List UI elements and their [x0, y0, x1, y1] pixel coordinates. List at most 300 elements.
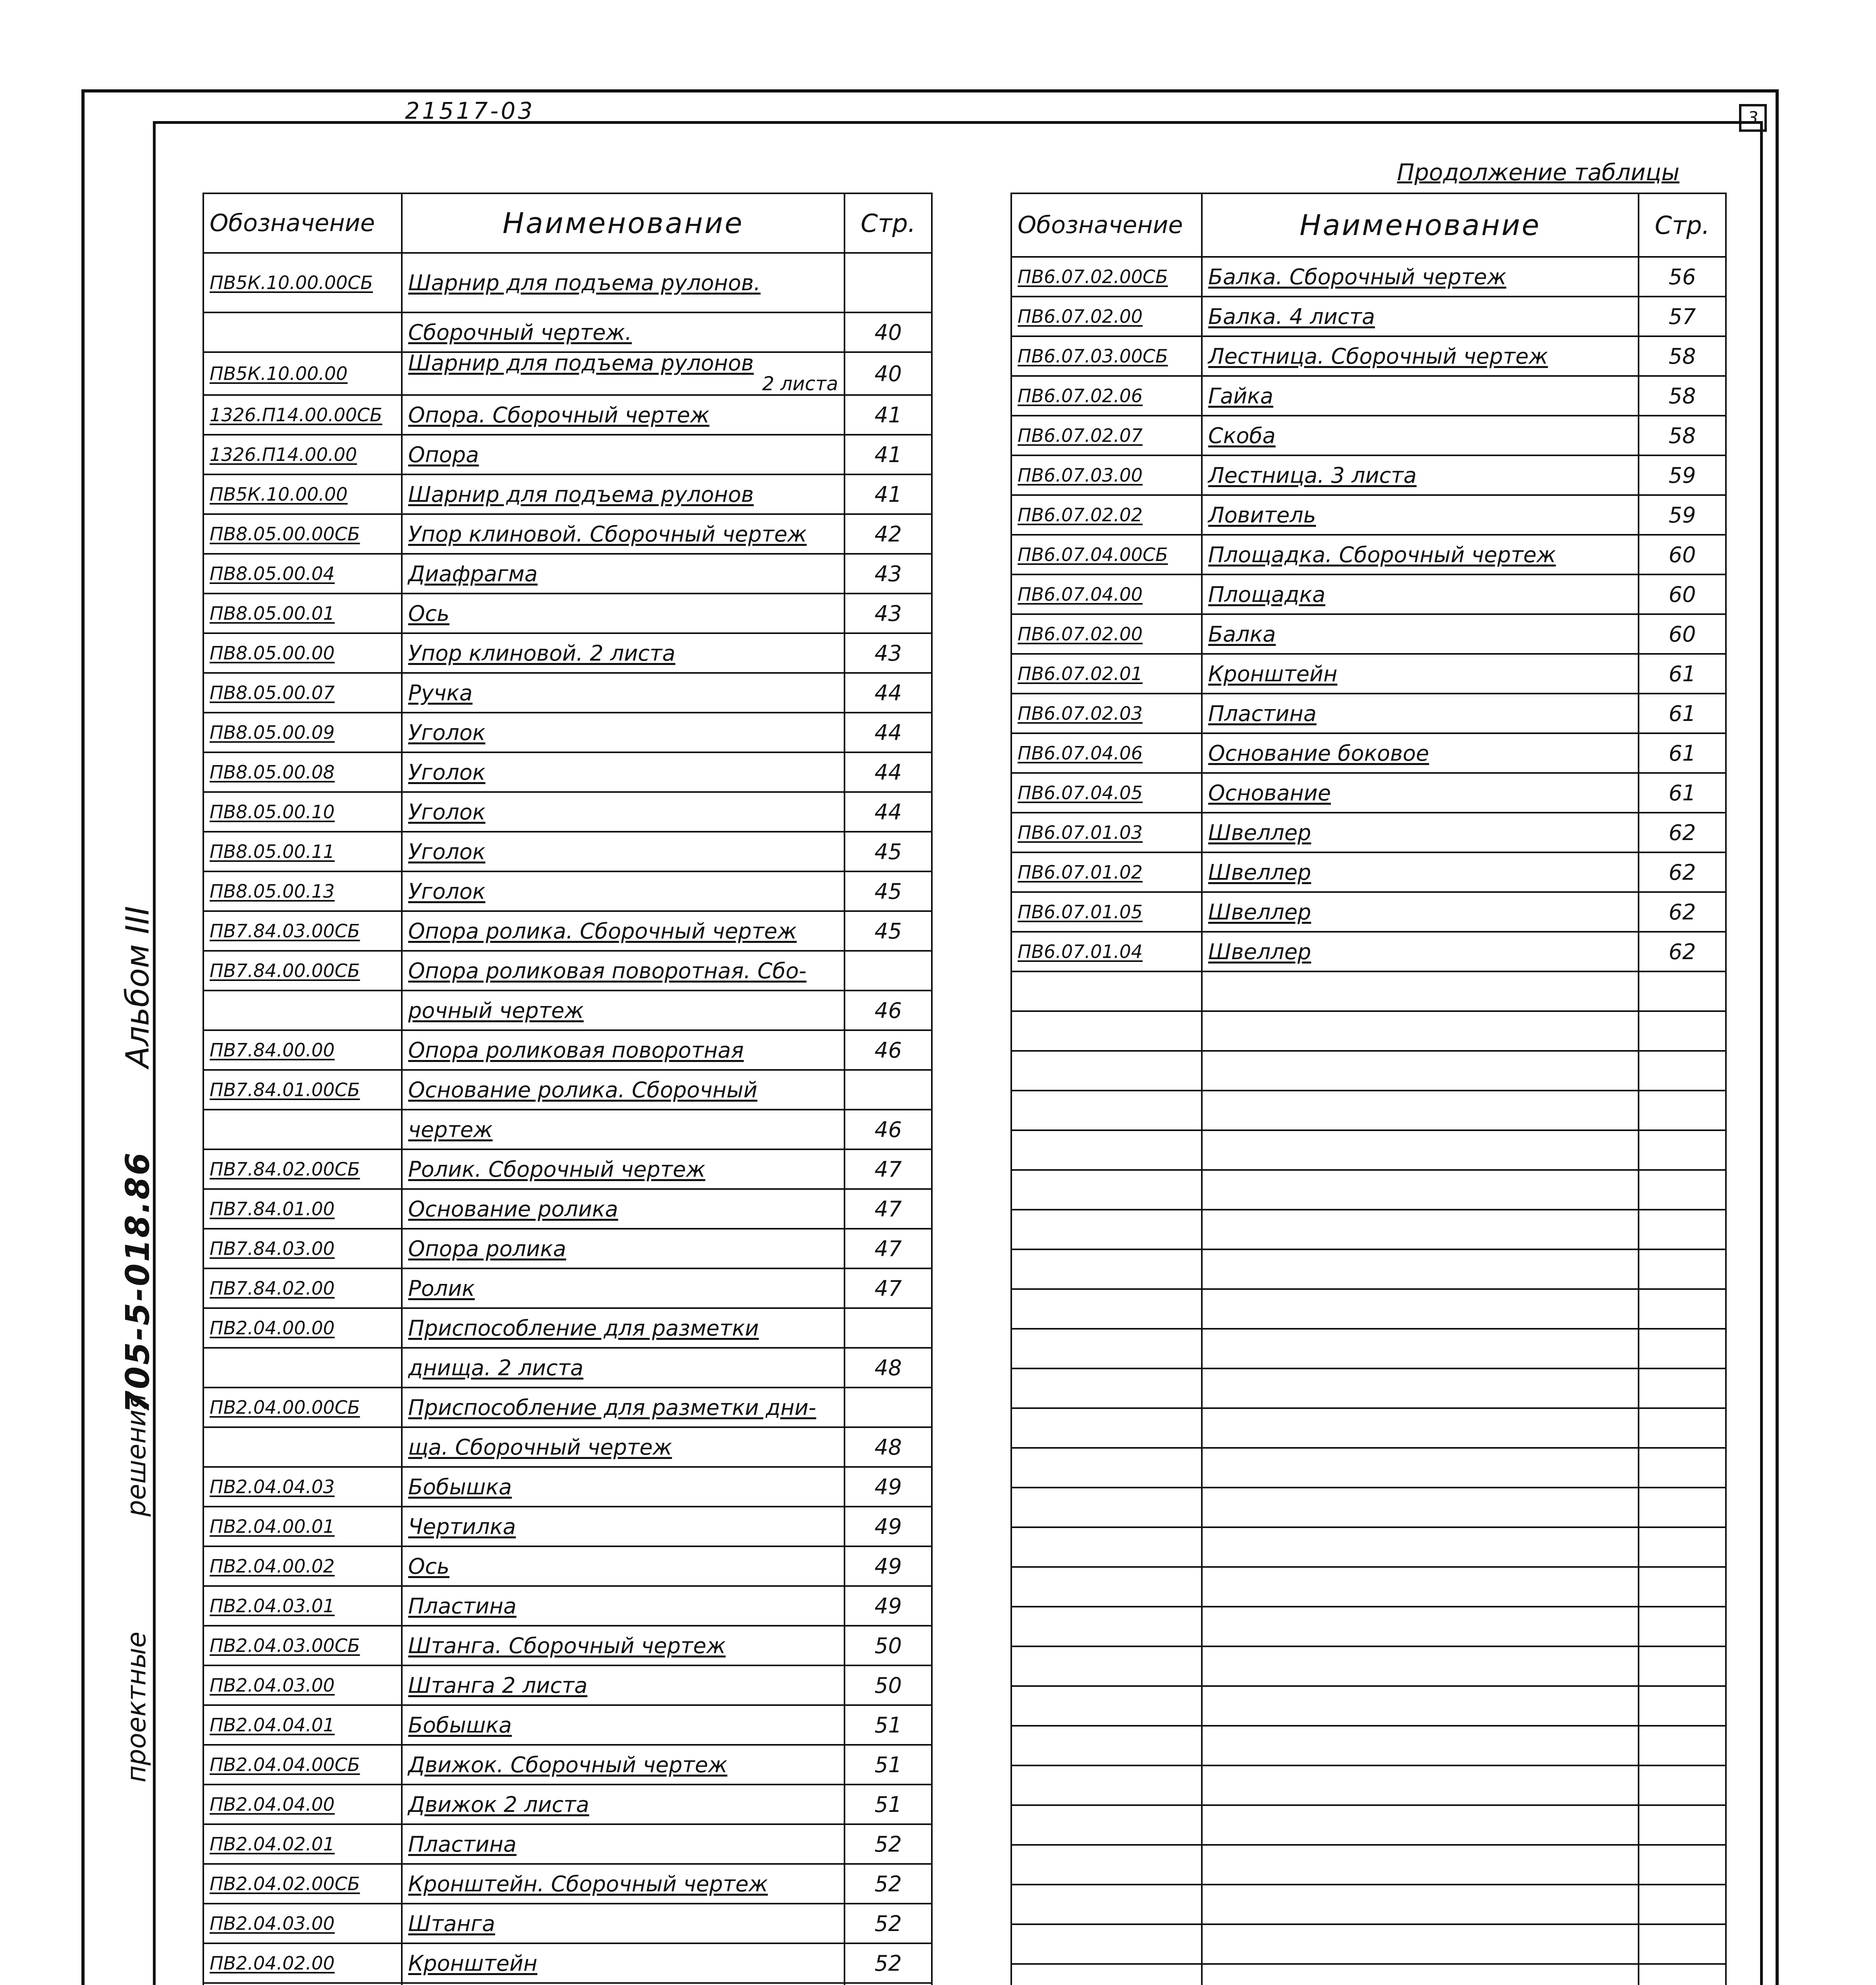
table-row-empty [1011, 1726, 1726, 1765]
name-text: Опора [408, 442, 479, 467]
name-text: Движок 2 листа [408, 1792, 589, 1817]
page-text: 44 [874, 680, 902, 705]
cell-page [1639, 1091, 1726, 1130]
cell-page [1639, 1845, 1726, 1885]
cell-page [1639, 455, 1726, 495]
cell-page [844, 1070, 932, 1110]
name-text: Уголок [408, 879, 486, 904]
cell-name [402, 554, 844, 594]
name-text: Ролик. Сборочный чертеж [408, 1156, 706, 1182]
cell-name [1202, 1448, 1639, 1488]
cell-name [402, 1388, 844, 1427]
contents-left-rows [203, 253, 932, 1985]
page-text: 49 [874, 1593, 902, 1619]
cell-code [1011, 1170, 1202, 1210]
table-row [203, 991, 932, 1030]
name-text: Опора роликовая поворотная [408, 1037, 744, 1063]
cell-page [844, 1586, 932, 1626]
cell-name [402, 1904, 844, 1943]
cell-code [1011, 1845, 1202, 1885]
cell-page [1639, 1051, 1726, 1091]
name-text: Чертилка [408, 1514, 516, 1539]
cell-code [1011, 852, 1202, 892]
name-text: Основание ролика [408, 1196, 618, 1222]
cell-page [844, 792, 932, 832]
table-row [1011, 932, 1726, 971]
cell-code [203, 1745, 402, 1785]
code-text: ПВ8.05.00.10 [210, 801, 335, 823]
code-text: ПВ8.05.00.00СБ [210, 523, 360, 545]
cell-page [844, 1427, 932, 1467]
cell-page [844, 1507, 932, 1546]
cell-code [203, 752, 402, 792]
page-text: 41 [874, 442, 902, 467]
table-row-empty [1011, 1924, 1726, 1964]
cell-code [1011, 1408, 1202, 1448]
cell-name [1202, 495, 1639, 535]
contents-table-right [1010, 193, 1727, 1985]
page-text: 41 [874, 482, 902, 507]
cell-code [1011, 614, 1202, 654]
page-text: 58 [1668, 383, 1696, 409]
cell-page [1639, 1170, 1726, 1210]
table-row-empty [1011, 1686, 1726, 1726]
cell-name [402, 1785, 844, 1824]
name-text: Бобышка [408, 1474, 512, 1499]
name-text: Уголок [408, 799, 486, 825]
page-text: 41 [874, 402, 902, 428]
cell-page [1639, 1210, 1726, 1249]
cell-page [1639, 416, 1726, 455]
cell-name [402, 871, 844, 911]
table-row-empty [1011, 1329, 1726, 1368]
name-text: Пластина [408, 1593, 517, 1619]
page-text: 49 [874, 1514, 902, 1539]
code-text: ПВ8.05.00.01 [210, 603, 335, 624]
cell-name [402, 253, 844, 312]
cell-code [1011, 1646, 1202, 1686]
cell-code [203, 1467, 402, 1507]
cell-code [203, 1864, 402, 1904]
cell-page [844, 1824, 932, 1864]
table-row [203, 1824, 932, 1864]
table-row-empty [1011, 971, 1726, 1011]
name-text: Упор клиновой. 2 листа [408, 640, 675, 666]
cell-page [1639, 535, 1726, 574]
cell-code [203, 1427, 402, 1467]
page-text: 51 [874, 1712, 902, 1738]
table-row [203, 554, 932, 594]
cell-code [1011, 932, 1202, 971]
table-row [203, 1785, 932, 1824]
table-row [1011, 614, 1726, 654]
cell-code [1011, 1289, 1202, 1329]
page-text: 50 [874, 1673, 902, 1698]
cell-code [203, 1665, 402, 1705]
cell-code [203, 911, 402, 951]
code-text: ПВ6.07.02.07 [1018, 425, 1143, 446]
code-text: ПВ8.05.00.09 [210, 722, 335, 743]
doc-code-rule [238, 91, 715, 93]
table-row [1011, 574, 1726, 614]
cell-code [1011, 495, 1202, 535]
page-text: 59 [1668, 463, 1696, 488]
name-text: Шарнир для подъема рулонов [408, 352, 754, 376]
cell-code [1011, 455, 1202, 495]
cell-page [1639, 1964, 1726, 1985]
page-text: 51 [874, 1792, 902, 1817]
table-row [1011, 852, 1726, 892]
page-text: 62 [1668, 939, 1696, 964]
cell-page [1639, 1805, 1726, 1845]
page-text: 46 [874, 998, 902, 1023]
cell-code [1011, 535, 1202, 574]
page-text: 45 [874, 918, 902, 944]
cell-code [1011, 1885, 1202, 1924]
name-text: Площадка [1208, 582, 1326, 607]
cell-name [402, 1546, 844, 1586]
name-text: Пластина [1208, 701, 1317, 726]
table-row-empty [1011, 1210, 1726, 1249]
page-text: 42 [874, 521, 902, 547]
table-row-empty [1011, 1289, 1726, 1329]
page-text: 51 [874, 1752, 902, 1777]
page-text: 47 [874, 1156, 902, 1182]
cell-name [1202, 1091, 1639, 1130]
cell-name [1202, 1646, 1639, 1686]
code-text: ПВ6.07.01.02 [1018, 861, 1143, 883]
table-row [1011, 297, 1726, 336]
cell-code [203, 1943, 402, 1983]
cell-code [203, 1308, 402, 1348]
code-text: ПВ2.04.02.00 [210, 1952, 335, 1974]
table-row [203, 1070, 932, 1110]
contents-table-left [202, 193, 933, 1985]
cell-code [1011, 773, 1202, 813]
name-text: Балка. 4 листа [1208, 304, 1375, 329]
side-solutions: решения [121, 1393, 152, 1517]
name-text: Площадка. Сборочный чертеж [1208, 542, 1556, 567]
page-text: 46 [874, 1037, 902, 1063]
cell-page [1639, 1408, 1726, 1448]
cell-code [203, 1030, 402, 1070]
cell-name [1202, 852, 1639, 892]
cell-page [1639, 1130, 1726, 1170]
page-text: 40 [874, 361, 902, 386]
table-row [203, 1149, 932, 1189]
contents-right-rows [1011, 257, 1726, 1985]
cell-name [402, 951, 844, 991]
table-row-empty [1011, 1805, 1726, 1845]
name-text: Кронштейн [1208, 661, 1338, 686]
cell-name [402, 1348, 844, 1388]
name-text: Штанга. Сборочный чертеж [408, 1633, 726, 1658]
code-text: ПВ2.04.00.02 [210, 1555, 335, 1577]
cell-name [1202, 1805, 1639, 1845]
name-text: Лестница. Сборочный чертеж [1208, 343, 1548, 369]
side-kind: проектные [121, 1631, 152, 1783]
cell-code [203, 832, 402, 871]
cell-name [1202, 1488, 1639, 1527]
cell-name [1202, 1686, 1639, 1726]
code-text: ПВ2.04.00.00 [210, 1317, 335, 1339]
table-row-empty [1011, 1646, 1726, 1686]
cell-page [1639, 495, 1726, 535]
cell-name [402, 1268, 844, 1308]
cell-code [203, 474, 402, 514]
cell-name [1202, 1567, 1639, 1607]
cell-name [402, 435, 844, 474]
cell-code [203, 1070, 402, 1110]
cell-page [1639, 614, 1726, 654]
cell-name [1202, 1368, 1639, 1408]
page-text: 50 [874, 1633, 902, 1658]
cell-code [203, 1705, 402, 1745]
table-row [203, 1586, 932, 1626]
code-text: ПВ2.04.04.00 [210, 1794, 335, 1815]
cell-name [402, 1665, 844, 1705]
page-text: 52 [874, 1950, 902, 1976]
code-text: ПВ2.04.02.01 [210, 1833, 335, 1855]
cell-code [203, 594, 402, 633]
cell-code [1011, 1924, 1202, 1964]
page-text: 61 [1668, 701, 1696, 726]
cell-name [1202, 1885, 1639, 1924]
name-text: чертеж [408, 1117, 493, 1142]
table-row [203, 673, 932, 713]
cell-name [1202, 535, 1639, 574]
cell-code [203, 1388, 402, 1427]
cell-code [203, 1110, 402, 1149]
cell-page [1639, 574, 1726, 614]
name-text: Швеллер [1208, 860, 1311, 885]
name-text: Сборочный чертеж. [408, 320, 632, 345]
cell-page [1639, 1726, 1726, 1765]
cell-code [203, 1229, 402, 1268]
cell-name [402, 1824, 844, 1864]
table-row [203, 1626, 932, 1665]
name-text: Основание боковое [1208, 740, 1429, 766]
side-project-code: 705-5-018.86 [119, 1151, 157, 1413]
name-text: рочный чертеж [408, 998, 584, 1023]
page-text: 57 [1668, 304, 1696, 329]
cell-page [1639, 773, 1726, 813]
cell-name [1202, 1249, 1639, 1289]
cell-name [402, 1189, 844, 1229]
document-code: 21517-03 [405, 97, 535, 124]
page-text: 43 [874, 601, 902, 626]
cell-code [1011, 1964, 1202, 1985]
table-row [203, 395, 932, 435]
table-row [1011, 336, 1726, 376]
cell-code [1011, 694, 1202, 733]
cell-name [402, 1705, 844, 1745]
table-row [203, 1665, 932, 1705]
table-row [203, 1943, 932, 1983]
cell-code [1011, 813, 1202, 852]
cell-page [844, 1943, 932, 1983]
page-text: 46 [874, 1117, 902, 1142]
code-text: ПВ2.04.03.01 [210, 1595, 335, 1617]
cell-page [844, 991, 932, 1030]
cell-name [402, 1229, 844, 1268]
cell-name [1202, 416, 1639, 455]
cell-name [402, 395, 844, 435]
code-text: ПВ7.84.00.00 [210, 1039, 335, 1061]
page-text: 45 [874, 839, 902, 864]
cell-name [1202, 1726, 1639, 1765]
name-text: Скоба [1208, 423, 1276, 448]
code-text: ПВ6.07.02.01 [1018, 663, 1143, 684]
cell-page [1639, 932, 1726, 971]
cell-code [1011, 1686, 1202, 1726]
code-text: ПВ6.07.01.05 [1018, 901, 1143, 923]
name-text: Уголок [408, 720, 486, 745]
cell-page [844, 951, 932, 991]
code-text: ПВ6.07.04.05 [1018, 782, 1143, 804]
name-text: Опора ролика [408, 1236, 567, 1261]
cell-page [1639, 1289, 1726, 1329]
cell-name [1202, 971, 1639, 1011]
cell-page [1639, 1488, 1726, 1527]
code-text: ПВ2.04.03.00 [210, 1913, 335, 1934]
cell-name [402, 673, 844, 713]
cell-page [844, 1546, 932, 1586]
table-row [203, 1030, 932, 1070]
table-row [1011, 892, 1726, 932]
cell-code [203, 435, 402, 474]
cell-name [1202, 574, 1639, 614]
table-row-empty [1011, 1527, 1726, 1567]
name-text: Лестница. 3 листа [1208, 463, 1417, 488]
cell-code [203, 1626, 402, 1665]
code-text: ПВ7.84.03.00 [210, 1238, 335, 1259]
cell-name [402, 1864, 844, 1904]
column-header-code: Обозначение [1011, 193, 1202, 257]
page-text: 61 [1668, 780, 1696, 806]
cell-page [1639, 733, 1726, 773]
code-text: ПВ8.05.00.08 [210, 761, 335, 783]
cell-name [1202, 654, 1639, 694]
cell-code [1011, 1726, 1202, 1765]
cell-code [203, 633, 402, 673]
cell-code [203, 991, 402, 1030]
code-text: ПВ6.07.02.00 [1018, 623, 1143, 645]
cell-page [844, 1467, 932, 1507]
cell-page [844, 1110, 932, 1149]
cell-page [844, 1626, 932, 1665]
table-row [203, 1507, 932, 1546]
cell-name [402, 713, 844, 752]
table-row [1011, 773, 1726, 813]
cell-code [203, 1268, 402, 1308]
page-text: 43 [874, 561, 902, 586]
code-text: ПВ2.04.03.00 [210, 1675, 335, 1696]
page-text: 60 [1668, 582, 1696, 607]
cell-name [402, 1943, 844, 1983]
cell-page [844, 1983, 932, 1985]
cell-name [402, 1745, 844, 1785]
cell-page [844, 1348, 932, 1388]
name-text: Ручка [408, 680, 473, 705]
cell-code [203, 395, 402, 435]
name-text: Ролик [408, 1276, 475, 1301]
cell-page [1639, 1567, 1726, 1607]
cell-page [844, 395, 932, 435]
cell-page [1639, 971, 1726, 1011]
table-row [203, 594, 932, 633]
table-row [203, 1268, 932, 1308]
cell-page [844, 594, 932, 633]
cell-code [203, 554, 402, 594]
cell-code [203, 673, 402, 713]
table-row [203, 1308, 932, 1348]
table-row-empty [1011, 1368, 1726, 1408]
cell-page [1639, 297, 1726, 336]
cell-name [1202, 813, 1639, 852]
cell-code [1011, 257, 1202, 297]
page-text: 56 [1668, 264, 1696, 289]
cell-code [1011, 1527, 1202, 1567]
cell-page [844, 1705, 932, 1745]
table-row [203, 1110, 932, 1149]
cell-page [1639, 1011, 1726, 1051]
name-text: Движок. Сборочный чертеж [408, 1752, 727, 1777]
cell-code [203, 792, 402, 832]
name-text: Шарнир для подъема рулонов. [408, 270, 761, 295]
cell-page [1639, 1765, 1726, 1805]
table-row [203, 1229, 932, 1268]
name-text: ща. Сборочный чертеж [408, 1434, 672, 1460]
page-text: 47 [874, 1236, 902, 1261]
cell-code [203, 1904, 402, 1943]
cell-name [1202, 773, 1639, 813]
table-row [1011, 654, 1726, 694]
cell-code [203, 1586, 402, 1626]
cell-code [1011, 1210, 1202, 1249]
cell-name [1202, 694, 1639, 733]
cell-name [402, 1070, 844, 1110]
cell-page [1639, 376, 1726, 416]
cell-name [402, 1467, 844, 1507]
table-row [203, 1348, 932, 1388]
name-text: Гайка [1208, 383, 1273, 409]
cell-page [844, 871, 932, 911]
table-row-empty [1011, 1567, 1726, 1607]
cell-name [402, 792, 844, 832]
cell-page [1639, 694, 1726, 733]
cell-code [1011, 1329, 1202, 1368]
cell-name [1202, 1329, 1639, 1368]
column-header-page: Стр. [844, 193, 932, 253]
cell-code [203, 1189, 402, 1229]
cell-code [203, 1785, 402, 1824]
name-text: Ловитель [1208, 502, 1316, 528]
cell-page [844, 1030, 932, 1070]
name-text: Диафрагма [408, 561, 538, 586]
name-text: Пластина [408, 1831, 517, 1857]
name-text: Штанга [408, 1911, 496, 1936]
code-text: ПВ6.07.03.00СБ [1018, 345, 1168, 367]
cell-name [1202, 932, 1639, 971]
table-row-empty [1011, 1765, 1726, 1805]
name-text: Ось [408, 1553, 450, 1579]
name-text: Опора. Сборочный чертеж [408, 402, 710, 428]
cell-code [1011, 1607, 1202, 1646]
page-text: 61 [1668, 740, 1696, 766]
cell-code [203, 312, 402, 352]
cell-code [1011, 971, 1202, 1011]
